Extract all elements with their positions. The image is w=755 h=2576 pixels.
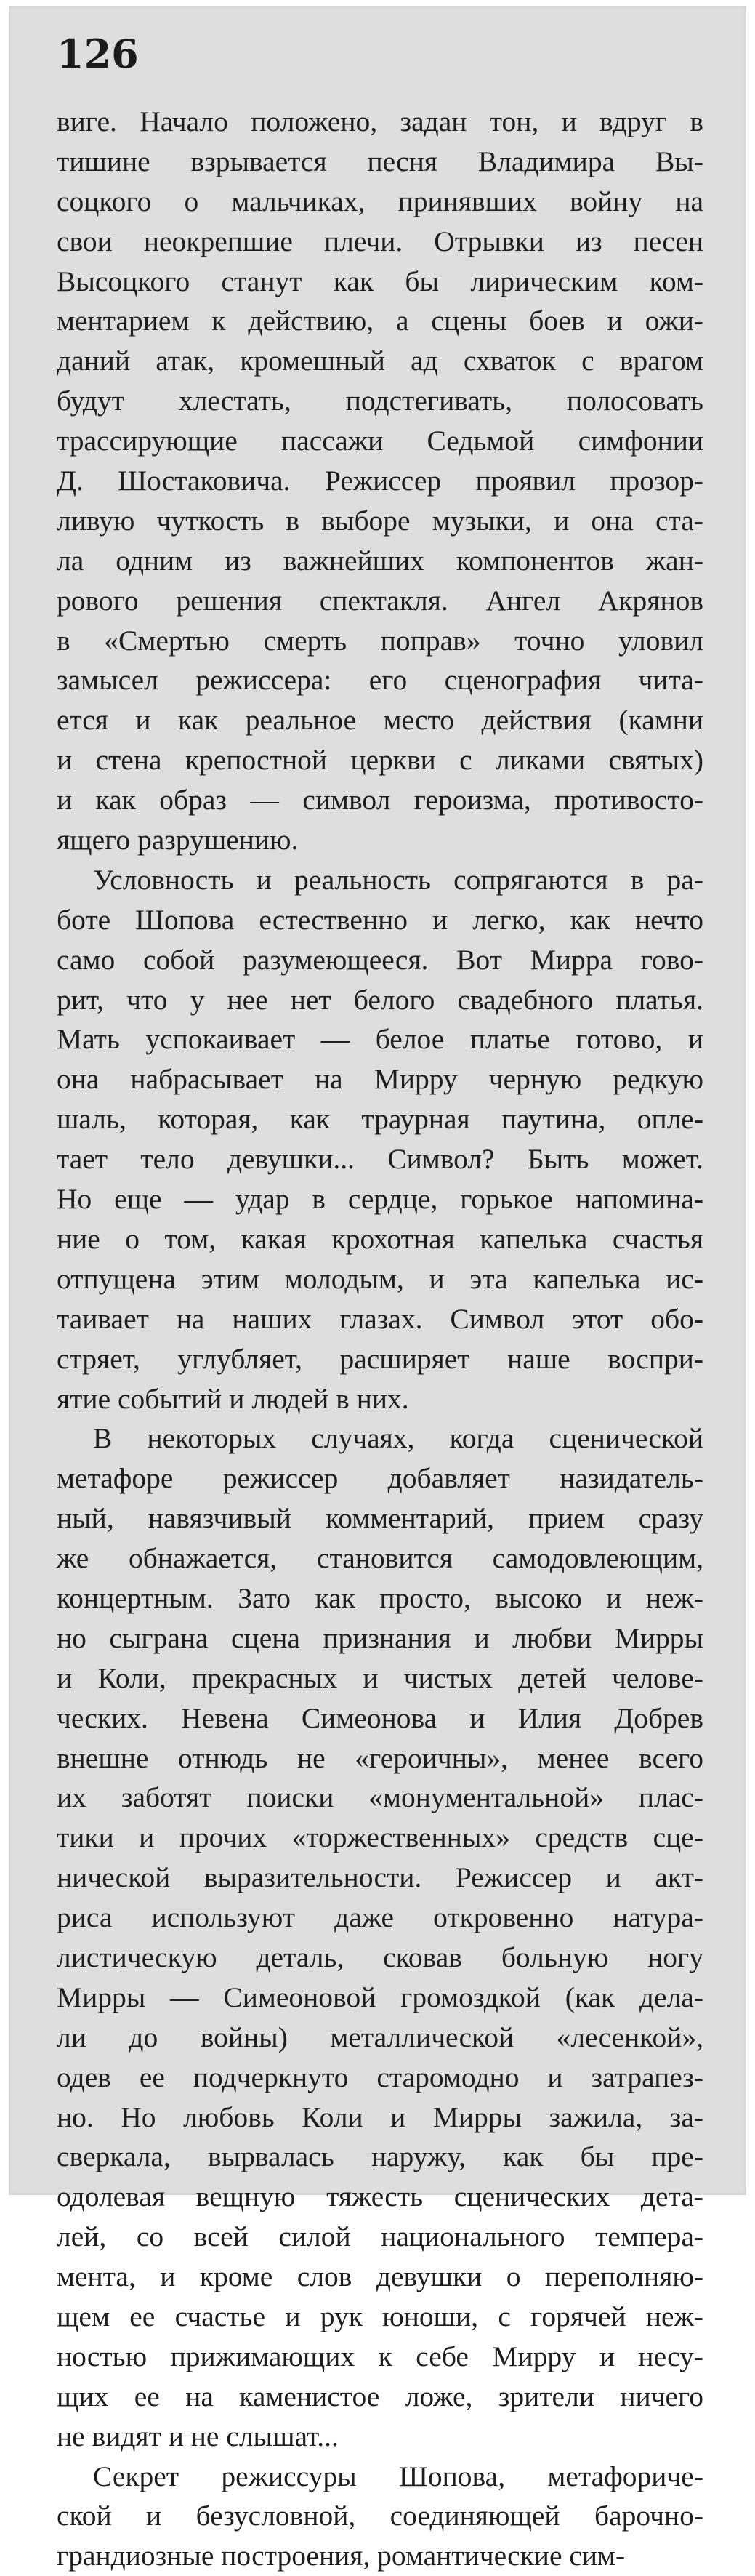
paragraph	[57, 860, 703, 1419]
text-line: ливую чуткость в выборе музыки, и она ста-	[57, 504, 703, 537]
text-line: внешне отнюдь не «героичны», менее всего	[57, 1741, 703, 1774]
text-line: и стена крепостной церкви с ликами святых)	[57, 744, 703, 777]
text-line: она набрасывает на Мирру черную редкую	[57, 1063, 703, 1096]
text-line: само собой разумеющееся. Вот Мирра гово-	[57, 943, 703, 976]
text-line: мента, и кроме слов девушки о переполняю-	[57, 2260, 703, 2293]
text-line: концертным. Зато как просто, высоко и неж-	[57, 1581, 703, 1614]
text-line: отпущена этим молодым, и эта капелька ис-	[57, 1262, 703, 1295]
page-number: 126	[57, 31, 139, 77]
text-line: тишине взрывается песня Владимира Вы-	[57, 145, 703, 177]
text-line: не видят и не слышат...	[57, 2420, 339, 2452]
text-line: свои неокрепшие плечи. Отрывки из песен	[57, 225, 703, 257]
text-line: нической выразительности. Режиссер и акт-	[57, 1861, 703, 1894]
text-line: тает тело девушки... Символ? Быть может.	[57, 1143, 703, 1176]
paragraph	[57, 1419, 703, 2456]
text-line: Высоцкого станут как бы лирическим ком-	[57, 265, 703, 297]
text-line: их заботят поиски «монументальной» плас-	[57, 1781, 703, 1814]
text-line: шаль, которая, как траурная паутина, опле-	[57, 1103, 703, 1136]
text-line: боте Шопова естественно и легко, как нечто	[57, 903, 703, 936]
text-line: будут хлестать, подстегивать, полосовать	[57, 385, 703, 417]
text-line: стряет, углубляет, расширяет наше воспри-	[57, 1342, 703, 1375]
text-line: Мать успокаивает — белое платье готово, и	[57, 1023, 703, 1056]
text-line: Но еще — удар в сердце, горькое напомина-	[57, 1183, 703, 1216]
text-line: лей, со всей силой национального темпера-	[57, 2220, 703, 2253]
text-line: даний атак, кромешный ад схваток с врагом	[57, 345, 703, 377]
text-line: риса используют даже откровенно натура-	[57, 1901, 703, 1934]
text-line: рит, что у нее нет белого свадебного платья.	[57, 983, 703, 1016]
text-line: Мирры — Симеоновой громоздкой (как дела-	[57, 1981, 703, 2013]
text-line: одев ее подчеркнуто старомодно и затрапез-	[57, 2061, 703, 2093]
text-line: ние о том, какая крохотная капелька счастья	[57, 1222, 703, 1255]
text-line: щих ее на каменистое ложе, зрители ничего	[57, 2380, 703, 2412]
text-line: ностью прижимающих к себе Мирру и несу-	[57, 2340, 703, 2372]
text-line: ятие событий и людей в них.	[57, 1382, 409, 1415]
text-line: и Коли, прекрасных и чистых детей челове-	[57, 1661, 703, 1694]
text-line: тики и прочих «торжественных» средств сце-	[57, 1821, 703, 1854]
text-column	[57, 102, 703, 2576]
text-line: но. Но любовь Коли и Мирры зажила, за-	[57, 2100, 703, 2133]
text-line: ящего разрушению.	[57, 824, 299, 856]
book-page	[9, 6, 746, 2572]
text-line: же обнажается, становится самодовлеющим,	[57, 1542, 703, 1575]
text-line: В некоторых случаях, когда сценической	[93, 1422, 703, 1455]
text-line: в «Смертью смерть поправ» точно уловил	[57, 624, 703, 657]
text-line: рового решения спектакля. Ангел Акрянов	[57, 584, 703, 617]
text-line: ческих. Невена Симеонова и Илия Добрев	[57, 1701, 703, 1734]
text-line: соцкого о мальчиках, принявших войну на	[57, 185, 703, 217]
text-line: ской и безусловной, соединяющей барочно-	[57, 2500, 703, 2532]
text-line: листическую деталь, сковав больную ногу	[57, 1941, 703, 1973]
text-line: ется и как реальное место действия (камни	[57, 704, 703, 737]
text-line: замысел режиссера: его сценография чита-	[57, 664, 703, 697]
text-line: метафоре режиссер добавляет назидатель-	[57, 1462, 703, 1495]
text-line: щем ее счастье и рук юноши, с горячей неж-	[57, 2300, 703, 2332]
text-line: ли до войны) металлической «лесенкой»,	[57, 2021, 703, 2053]
text-line: сверкала, вырвалась наружу, как бы пре-	[57, 2140, 703, 2173]
text-line: ный, навязчивый комментарий, прием сразу	[57, 1502, 703, 1535]
text-line: и как образ — символ героизма, противосто-	[57, 784, 703, 816]
text-line: таивает на наших глазах. Символ этот обо-	[57, 1302, 703, 1335]
paragraph	[57, 2457, 703, 2576]
paragraph	[57, 102, 703, 860]
text-line: Д. Шостаковича. Режиссер проявил прозор-	[57, 465, 703, 497]
text-line: Секрет режиссуры Шопова, метафориче-	[93, 2460, 703, 2492]
text-line: одолевая вещную тяжесть сценических дета-	[57, 2180, 703, 2213]
text-line: Условность и реальность сопрягаются в ра-	[93, 863, 703, 896]
text-line: ментарием к действию, а сцены боев и ожи-	[57, 305, 703, 337]
text-line: грандиозные построения, романтические сим-	[57, 2540, 626, 2572]
text-line: но сыграна сцена признания и любви Мирры	[57, 1621, 703, 1654]
text-line: виге. Начало положено, задан тон, и вдруг в	[57, 105, 703, 137]
text-line: трассирующие пассажи Седьмой симфонии	[57, 425, 703, 457]
text-line: ла одним из важнейших компонентов жан-	[57, 544, 703, 577]
